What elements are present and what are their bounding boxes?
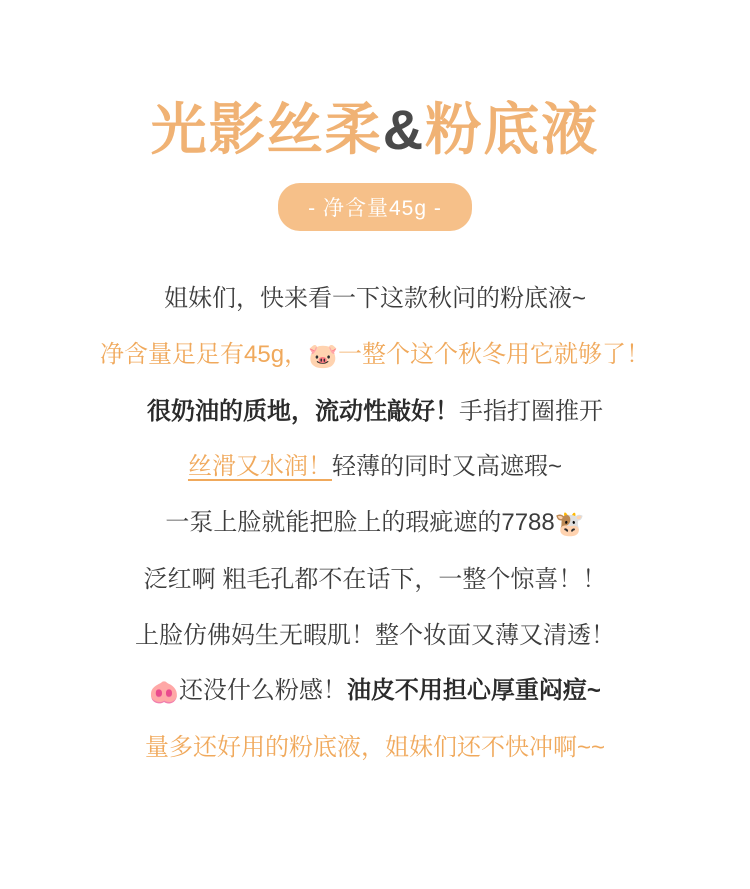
title-main: 光影丝柔 <box>150 98 383 161</box>
cow-face-icon: 🐮 <box>554 510 585 538</box>
list-item <box>0 732 750 764</box>
line-text: 轻薄的同时又高遮瑕~ <box>331 453 562 481</box>
title-tail: 粉底液 <box>425 98 600 161</box>
list-item <box>0 564 750 596</box>
line-text-underlined: 丝滑又水润！ <box>187 453 332 481</box>
list-item <box>0 451 750 483</box>
line-text-bold: 很奶油的质地，流动性敲好！ <box>147 397 459 425</box>
title-ampersand: & <box>382 98 426 161</box>
list-item <box>0 675 750 709</box>
line-text-highlight-2: 一整个这个秋冬用它就够了！ <box>337 340 650 368</box>
list-item <box>0 396 750 428</box>
line-text: 还没什么粉感！ <box>178 676 347 704</box>
title-text <box>0 96 750 163</box>
line-text: 上脸仿佛妈生无暇肌！整个妆面又薄又清透！ <box>135 621 615 649</box>
pig-face-icon: 🐷 <box>308 342 338 370</box>
list-item <box>0 620 750 652</box>
line-text-highlight: 量多还好用的粉底液，姐妹们还不快冲啊~~ <box>144 734 606 762</box>
list-item <box>0 507 750 541</box>
line-text: 一泵上脸就能把脸上的瑕疵遮的7788 <box>165 508 555 536</box>
status-badge: - 净含量45g - <box>278 183 472 231</box>
line-text: 泛红啊 粗毛孔都不在话下，一整个惊喜！！ <box>143 566 607 594</box>
page-title <box>0 96 750 163</box>
description-body <box>0 283 750 765</box>
net-weight-badge-row <box>0 183 750 231</box>
list-item <box>0 339 750 373</box>
list-item <box>0 283 750 315</box>
line-text-highlight: 净含量足足有45g， <box>100 340 309 368</box>
line-text: 姐妹们，快来看一下这款秋问的粉底液~ <box>163 285 586 313</box>
line-text: 手指打圈推开 <box>459 397 603 425</box>
line-text-bold: 油皮不用担心厚重闷痘~ <box>346 676 601 704</box>
pig-nose-icon: 🐽 <box>149 678 179 706</box>
